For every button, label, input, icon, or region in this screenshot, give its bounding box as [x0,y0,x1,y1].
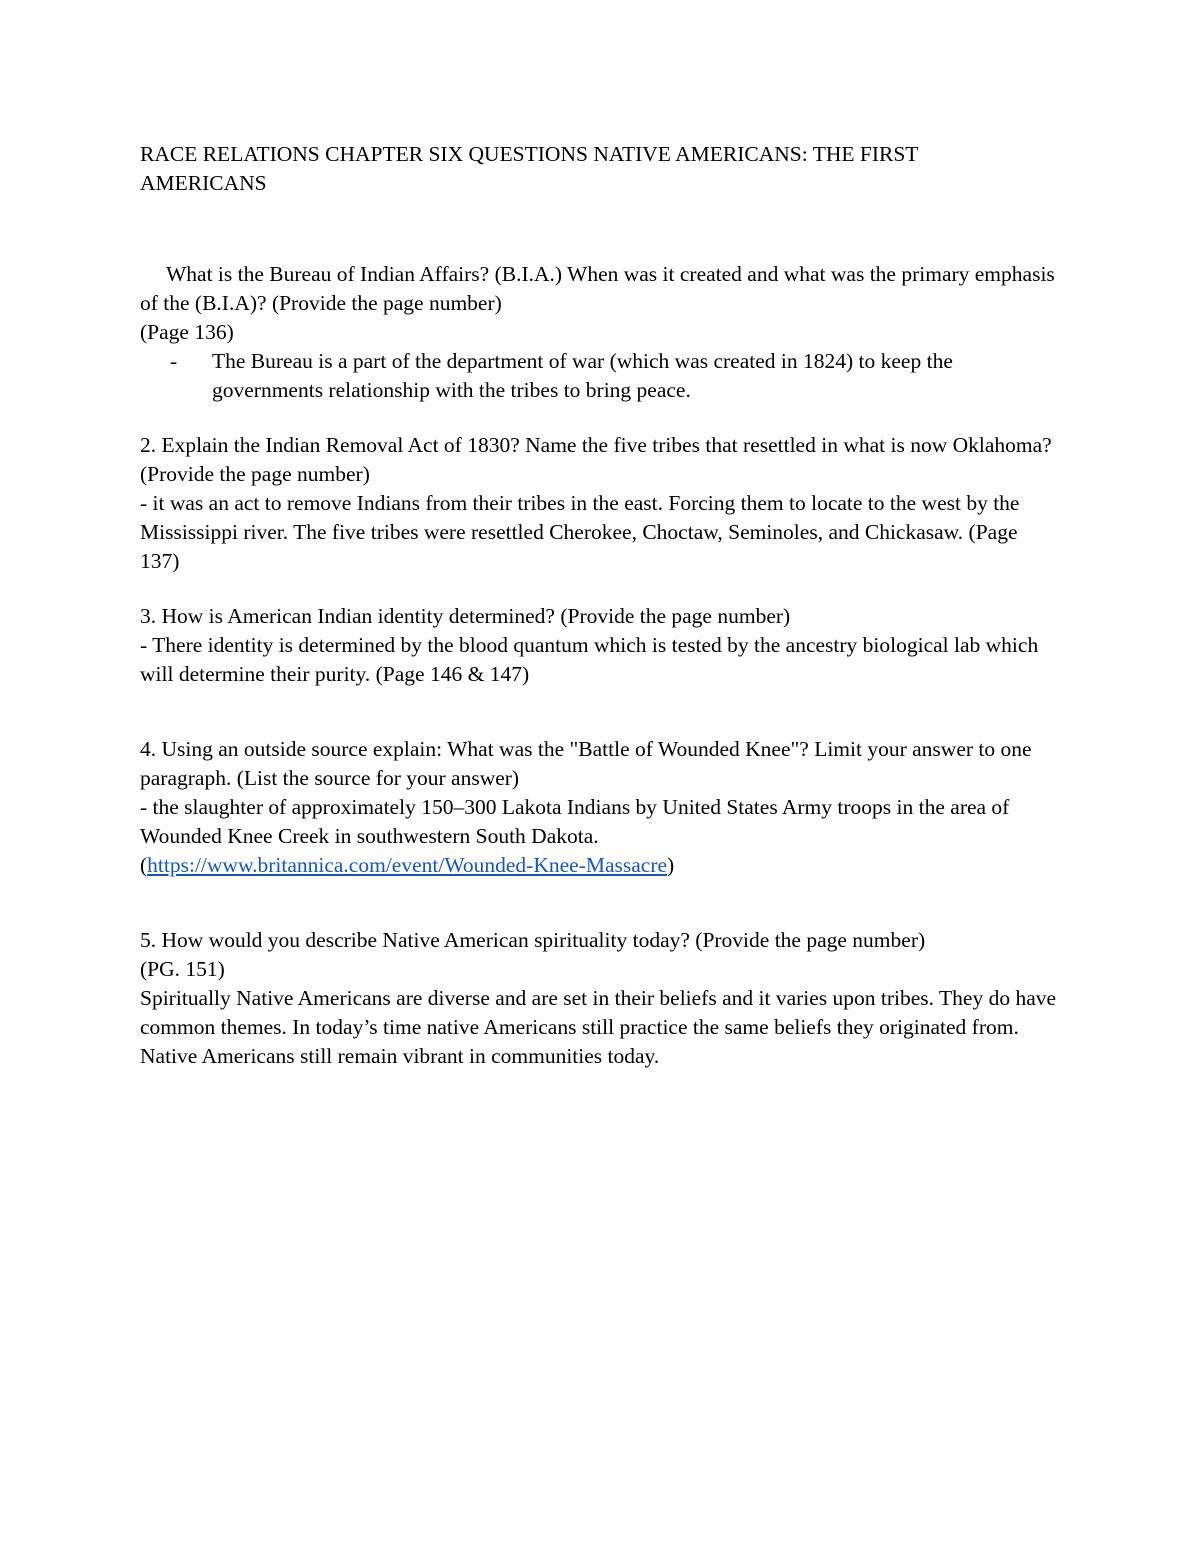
question-4-source [140,851,1060,880]
document-body [140,140,1060,1071]
question-5-answer: Spiritually Native Americans are diverse and are set in their beliefs and it varies upon tribes. They do have common themes. In today’s time native Americans still practice the same beliefs they originated from. Native Americans still remain vibrant in communities today. [140,986,1057,1069]
question-2-answer: - it was an act to remove Indians from their tribes in the east. Forcing them to locate to the west by the Mississippi river. The five tribes were resettled Cherokee, Choctaw, Seminoles, and Chickasaw. (Page 137) [140,491,1020,574]
question-5-prompt: 5. How would you describe Native American spirituality today? (Provide the page number) [140,928,926,953]
question-block-3 [140,602,1060,689]
bullet-dash-icon: - [170,349,178,374]
question-block-1 [140,260,1060,405]
question-1-answer: The Bureau is a part of the department of war (which was created in 1824) to keep the governments relationship with the tribes to bring peace. [212,349,953,403]
question-4-prompt: 4. Using an outside source explain: What was the "Battle of Wounded Knee"? Limit your answer to one paragraph. (List the source for your answer) [140,737,1032,791]
question-3-answer: - There identity is determined by the blood quantum which is tested by the ancestry biological lab which will determine their purity. (Page 146 & 147) [140,633,1039,687]
source-open-paren: ( [140,853,148,878]
question-5-page-ref: (PG. 151) [140,957,225,982]
question-block-5 [140,926,1060,1071]
question-1-bullet-item [170,347,1030,405]
document-title: RACE RELATIONS CHAPTER SIX QUESTIONS NATIVE AMERICANS: THE FIRST AMERICANS [140,142,919,196]
source-close-paren: ) [667,853,675,878]
question-3-prompt: 3. How is American Indian identity determined? (Provide the page number) [140,604,791,629]
question-4-answer: - the slaughter of approximately 150–300 Lakota Indians by United States Army troops in the area of Wounded Knee Creek in southwestern South Dakota. [140,795,1010,849]
question-1-page-ref: (Page 136) [140,320,234,345]
question-2-prompt: 2. Explain the Indian Removal Act of 1830? Name the five tribes that resettled in what is now Oklahoma? (Provide the page number) [140,433,1052,487]
wounded-knee-source-link[interactable]: https://www.britannica.com/event/Wounded-Knee-Massacre [147,853,668,878]
question-block-2 [140,431,1060,576]
question-block-4 [140,735,1060,880]
question-1-prompt: What is the Bureau of Indian Affairs? (B.I.A.) When was it created and what was the primary emphasis of the (B.I.A)? (Provide the page number) [140,262,1055,316]
